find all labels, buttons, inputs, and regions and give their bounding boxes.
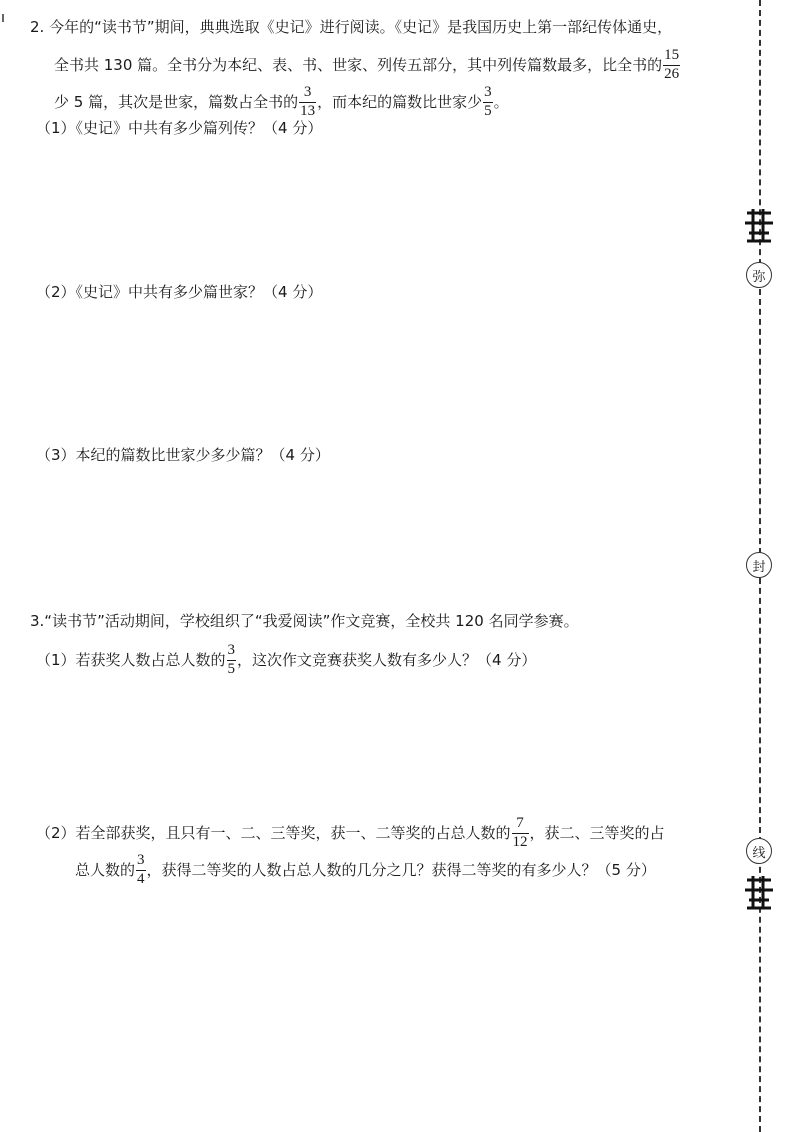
q3-sub2-text-c: 总人数的	[75, 860, 136, 879]
q2-line-3	[54, 82, 509, 122]
q3-sub-question-1	[36, 640, 536, 680]
fraction-3-13	[299, 85, 316, 120]
seal-mark-mi-text: 弥	[752, 269, 766, 285]
fraction-7-12	[512, 816, 529, 851]
seal-mark-xian-text: 线	[752, 845, 766, 861]
q2-line-2-text: 全书共 130 篇。全书分为本纪、表、书、世家、列传五部分，其中列传篇数最多，比全书的	[54, 55, 663, 74]
q3-sub2-text-b: ，获二、三等奖的占	[529, 823, 665, 842]
fraction-numerator: 3	[299, 85, 316, 103]
fraction-denominator: 5	[484, 102, 492, 119]
q2-sub-question-2: （2）《史记》中共有多少篇世家？（4 分）	[36, 283, 323, 301]
fraction-denominator: 12	[512, 833, 528, 850]
fraction-numerator: 3	[483, 85, 493, 103]
fraction-numerator: 3	[227, 643, 237, 661]
q3-sub2-text-d: ，获得二等奖的人数占总人数的几分之几？获得二等奖的有多少人？（5 分）	[146, 860, 656, 879]
left-edge-mark	[2, 14, 4, 22]
fraction-15-26	[663, 48, 680, 83]
binding-mark-top-icon	[741, 205, 777, 249]
seal-mark-mi	[746, 262, 772, 288]
fraction-3-4	[136, 853, 146, 888]
fraction-denominator: 26	[664, 65, 680, 82]
q2-sub-question-3: （3）本纪的篇数比世家少多少篇？（4 分）	[36, 446, 330, 464]
fraction-3-5	[483, 85, 493, 120]
seal-mark-feng	[746, 552, 772, 578]
seal-mark-xian	[746, 838, 772, 864]
q3-sub2-text-a: （2）若全部获奖，且只有一、二、三等奖，获一、二等奖的占总人数的	[36, 823, 511, 842]
q3-sub1-text-b: ，这次作文竞赛获奖人数有多少人？（4 分）	[237, 650, 537, 669]
fraction-numerator: 15	[663, 48, 680, 66]
fraction-numerator: 3	[136, 853, 146, 871]
fraction-denominator: 13	[300, 102, 316, 119]
fraction-denominator: 5	[227, 660, 236, 677]
binding-mark-bottom-icon	[741, 872, 777, 916]
q2-line-3-text-b: ，而本纪的篇数比世家少	[317, 92, 483, 111]
fraction-numerator: 7	[512, 816, 529, 834]
q2-line-1: 2. 今年的“读书节”期间，典典选取《史记》进行阅读。《史记》是我国历史上第一部纪传体通史，	[30, 18, 673, 36]
fraction-denominator: 4	[137, 870, 145, 887]
q3-sub1-text-a: （1）若获奖人数占总人数的	[36, 650, 226, 669]
fraction-3-5	[227, 643, 237, 678]
q2-sub-question-1: （1）《史记》中共有多少篇列传？（4 分）	[36, 119, 323, 137]
q2-line-3-text-a: 少 5 篇，其次是世家，篇数占全书的	[54, 92, 299, 111]
q2-line-2	[54, 45, 681, 85]
seal-mark-feng-text: 封	[752, 559, 766, 575]
q2-line-3-text-c: 。	[493, 92, 509, 111]
q3-sub-question-2-line-2	[75, 850, 656, 890]
q3-sub-question-2-line-1	[36, 813, 665, 853]
q3-stem: 3.“读书节”活动期间，学校组织了“我爱阅读”作文竞赛，全校共 120 名同学参赛。	[30, 612, 579, 630]
